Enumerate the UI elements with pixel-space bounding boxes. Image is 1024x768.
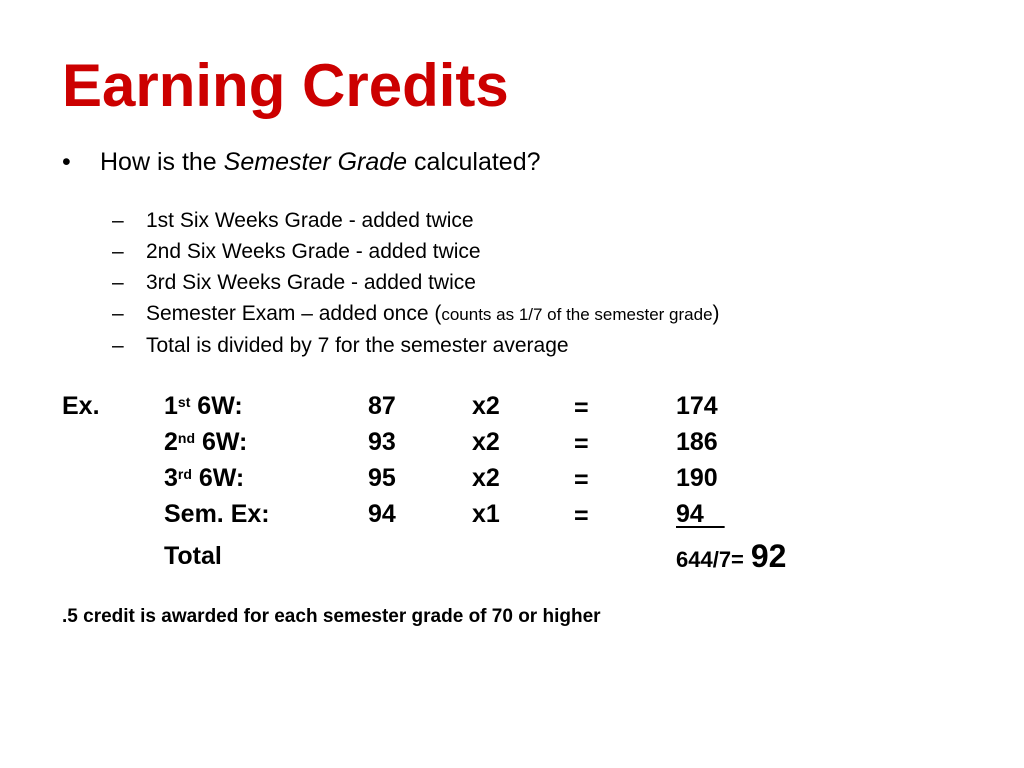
- bullet-question: How is the Semester Grade calculated?: [100, 148, 541, 176]
- row-multiplier: x1: [472, 500, 500, 528]
- dash-icon: –: [112, 334, 124, 357]
- bullet-dot-icon: •: [62, 148, 71, 176]
- row-grade: 94: [368, 500, 396, 528]
- row-result: 186: [676, 428, 718, 456]
- total-calculation: 644/7= 92: [676, 538, 787, 574]
- row-grade: 93: [368, 428, 396, 456]
- total-label: Total: [164, 542, 222, 570]
- sub-bullet-item: – Total is divided by 7 for the semester average: [112, 330, 720, 361]
- sub-bullet-item: – 3rd Six Weeks Grade - added twice: [112, 267, 720, 298]
- credit-note: .5 credit is awarded for each semester grade of 70 or higher: [62, 606, 601, 627]
- row-label: 3rd 6W:: [164, 464, 245, 492]
- dash-icon: –: [112, 240, 124, 263]
- final-grade: 92: [750, 538, 787, 574]
- sub-bullet-list: [112, 205, 720, 361]
- row-equals: =: [574, 466, 589, 494]
- row-grade: 95: [368, 464, 396, 492]
- row-label: 1st 6W:: [164, 392, 243, 420]
- dash-icon: –: [112, 209, 124, 232]
- row-multiplier: x2: [472, 464, 500, 492]
- row-equals: =: [574, 430, 589, 458]
- example-label: Ex.: [62, 392, 100, 420]
- exam-weight-note: counts as 1/7 of the semester grade: [441, 305, 713, 324]
- dash-icon: –: [112, 271, 124, 294]
- sub-bullet-item: – 1st Six Weeks Grade - added twice: [112, 205, 720, 236]
- row-label: 2nd 6W:: [164, 428, 248, 456]
- row-equals: =: [574, 502, 589, 530]
- sub-bullet-item: – Semester Exam – added once (counts as 1/7 of the semester grade): [112, 298, 720, 330]
- row-result: 190: [676, 464, 718, 492]
- row-equals: =: [574, 394, 589, 422]
- semester-grade-emphasis: Semester Grade: [223, 148, 408, 176]
- row-result-underlined: 94: [676, 500, 725, 528]
- row-multiplier: x2: [472, 428, 500, 456]
- sub-bullet-item: – 2nd Six Weeks Grade - added twice: [112, 236, 720, 267]
- row-label: Sem. Ex:: [164, 500, 270, 528]
- row-grade: 87: [368, 392, 396, 420]
- row-result: 174: [676, 392, 718, 420]
- slide-title: Earning Credits: [62, 52, 509, 119]
- row-multiplier: x2: [472, 392, 500, 420]
- dash-icon: –: [112, 302, 124, 325]
